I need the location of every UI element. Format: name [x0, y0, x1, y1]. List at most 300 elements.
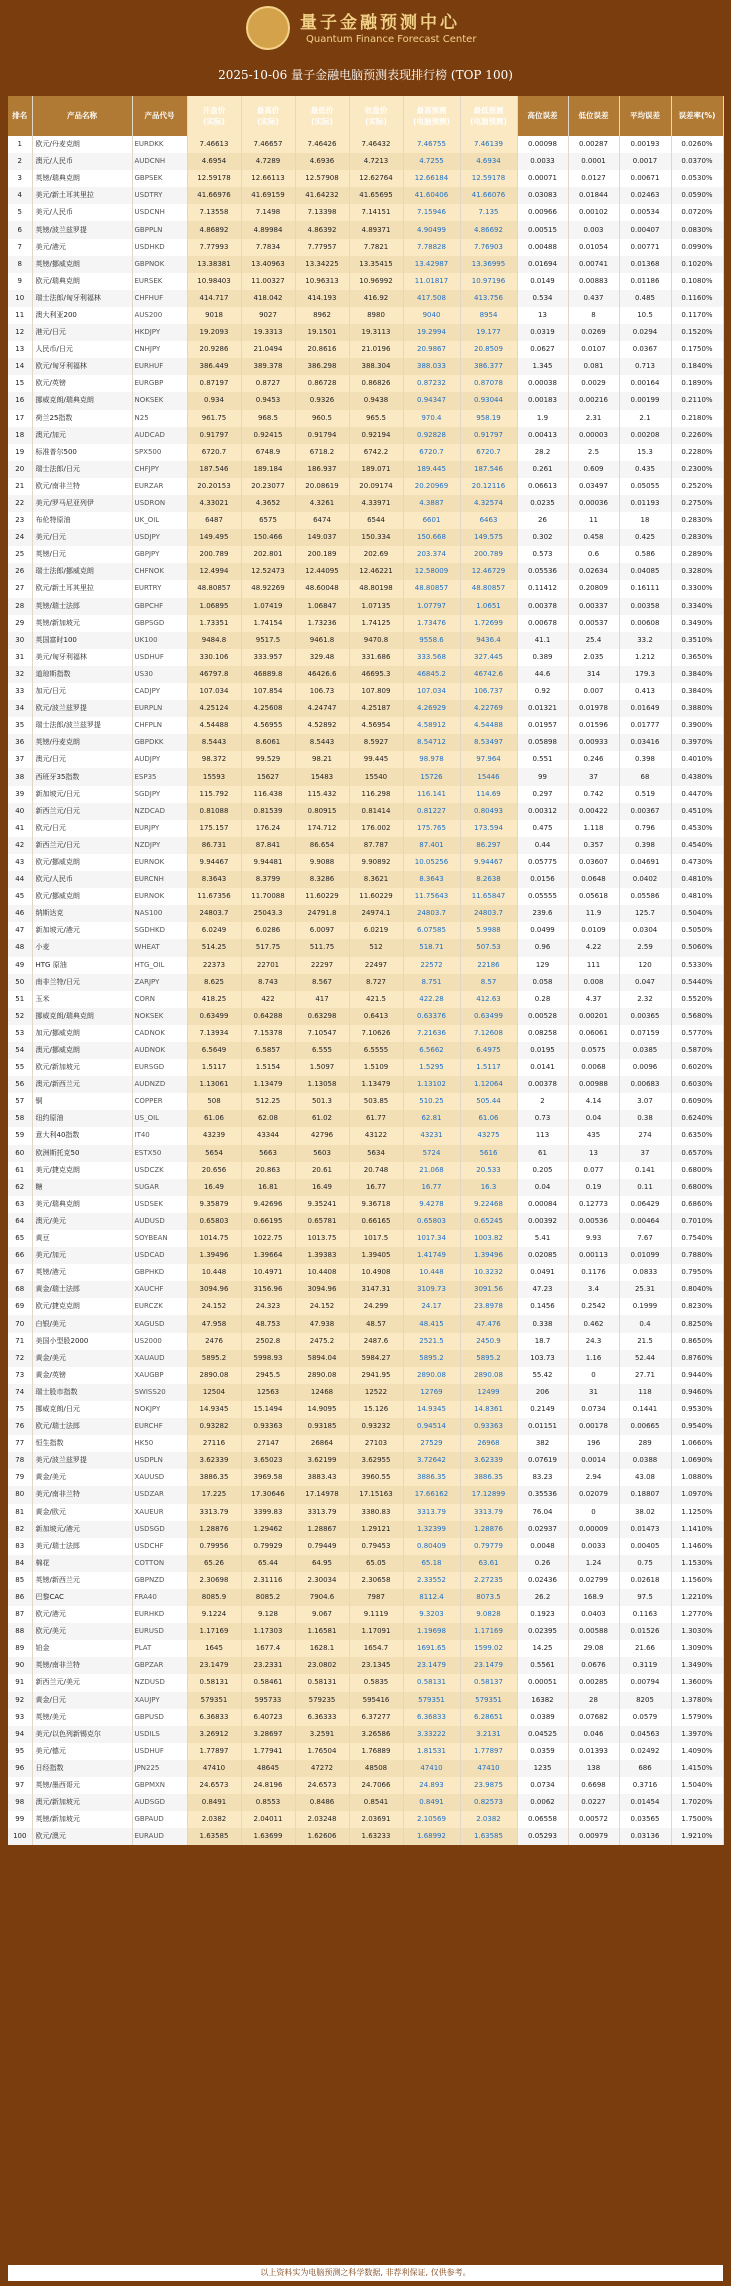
cell-err-rate: 1.4150% — [671, 1760, 723, 1777]
cell-err-rate: 0.1750% — [671, 341, 723, 358]
col-code: 产品代号 — [132, 96, 187, 136]
cell-err-rate: 0.1840% — [671, 358, 723, 375]
cell-low-err: 1.24 — [568, 1555, 619, 1572]
cell-avg-err: 0.04563 — [619, 1726, 671, 1743]
cell-high: 0.66195 — [241, 1213, 295, 1230]
cell-high-err: 0.0359 — [517, 1743, 568, 1760]
cell-close: 5634 — [349, 1145, 403, 1162]
cell-name: 西班牙35指数 — [32, 768, 132, 785]
cell-high-err: 0.02937 — [517, 1521, 568, 1538]
cell-name: 黄金/美元 — [32, 1469, 132, 1486]
cell-avg-err: 52.44 — [619, 1350, 671, 1367]
cell-name: 英国富时100 — [32, 632, 132, 649]
cell-low: 12.57908 — [295, 170, 349, 187]
cell-code: AUDJPY — [132, 751, 187, 768]
cell-code: EURNOK — [132, 888, 187, 905]
cell-low: 8.3286 — [295, 871, 349, 888]
cell-close: 595416 — [349, 1692, 403, 1709]
cell-err-rate: 0.5040% — [671, 905, 723, 922]
cell-name: 挪威克朗/瑞典克朗 — [32, 1008, 132, 1025]
cell-close: 416.92 — [349, 290, 403, 307]
cell-low-err: 9.93 — [568, 1230, 619, 1247]
cell-name: 澳元/人民币 — [32, 153, 132, 170]
cell-code: JPN225 — [132, 1760, 187, 1777]
cell-close: 12.62764 — [349, 170, 403, 187]
cell-low-err: 168.9 — [568, 1589, 619, 1606]
cell-high-err: 0.05775 — [517, 854, 568, 871]
cell-name: 英镑/墨西哥元 — [32, 1777, 132, 1794]
cell-name: 美元/匈牙利福林 — [32, 649, 132, 666]
cell-avg-err: 0.00193 — [619, 136, 671, 153]
table-row — [8, 1692, 723, 1709]
cell-pred-high: 0.8491 — [403, 1794, 460, 1811]
cell-low: 61.02 — [295, 1110, 349, 1127]
cell-pred-high: 4.58912 — [403, 717, 460, 734]
cell-open: 61.06 — [187, 1110, 241, 1127]
cell-pred-low: 12.59178 — [460, 170, 517, 187]
cell-pred-low: 23.8978 — [460, 1298, 517, 1315]
cell-high: 0.92415 — [241, 427, 295, 444]
cell-close: 0.93232 — [349, 1418, 403, 1435]
table-row — [8, 444, 723, 461]
cell-avg-err: 2.32 — [619, 991, 671, 1008]
cell-low-err: 0.02079 — [568, 1486, 619, 1503]
cell-open: 1.73351 — [187, 615, 241, 632]
cell-low-err: 138 — [568, 1760, 619, 1777]
cell-close: 27103 — [349, 1435, 403, 1452]
cell-avg-err: 21.5 — [619, 1333, 671, 1350]
cell-name: 荷兰25指数 — [32, 410, 132, 427]
cell-high-err: 14.25 — [517, 1640, 568, 1657]
cell-open: 24803.7 — [187, 905, 241, 922]
cell-low: 26864 — [295, 1435, 349, 1452]
cell-close: 8.5927 — [349, 734, 403, 751]
cell-code: WHEAT — [132, 939, 187, 956]
cell-high-err: 0.00378 — [517, 598, 568, 615]
cell-err-rate: 0.6570% — [671, 1145, 723, 1162]
cell-err-rate: 0.1890% — [671, 375, 723, 392]
cell-low-err: 31 — [568, 1384, 619, 1401]
cell-low-err: 0.00216 — [568, 392, 619, 409]
cell-code: EURDKK — [132, 136, 187, 153]
cell-close: 6.5555 — [349, 1042, 403, 1059]
cell-err-rate: 0.2750% — [671, 495, 723, 512]
cell-low: 47272 — [295, 1760, 349, 1777]
cell-close: 46695.3 — [349, 666, 403, 683]
cell-pred-high: 7.46755 — [403, 136, 460, 153]
cell-low-err: 3.4 — [568, 1281, 619, 1298]
cell-name: 欧元/捷克克朗 — [32, 1298, 132, 1315]
cell-name: 欧元/丹麦克朗 — [32, 136, 132, 153]
cell-code: SPX500 — [132, 444, 187, 461]
cell-pred-low: 3.2131 — [460, 1726, 517, 1743]
cell-pred-high: 107.034 — [403, 683, 460, 700]
cell-name: 挪威克朗/瑞典克朗 — [32, 392, 132, 409]
cell-pred-high: 17.66162 — [403, 1486, 460, 1503]
cell-avg-err: 0.141 — [619, 1162, 671, 1179]
table-row — [8, 1298, 723, 1315]
cell-avg-err: 0.00367 — [619, 803, 671, 820]
cell-err-rate: 0.6800% — [671, 1179, 723, 1196]
table-row — [8, 358, 723, 375]
cell-high-err: 113 — [517, 1127, 568, 1144]
table-row — [8, 1162, 723, 1179]
cell-low-err: 0.00113 — [568, 1247, 619, 1264]
cell-low: 501.3 — [295, 1093, 349, 1110]
cell-low-err: 0.0001 — [568, 153, 619, 170]
cell-pred-high: 9040 — [403, 307, 460, 324]
cell-high-err: 0.00528 — [517, 1008, 568, 1025]
cell-low-err: 0.0734 — [568, 1401, 619, 1418]
cell-err-rate: 0.7880% — [671, 1247, 723, 1264]
cell-pred-high: 6601 — [403, 512, 460, 529]
cell-low: 15483 — [295, 768, 349, 785]
cell-high-err: 0.05898 — [517, 734, 568, 751]
cell-open: 508 — [187, 1093, 241, 1110]
cell-low-err: 0.6 — [568, 546, 619, 563]
cell-pred-low: 1.5117 — [460, 1059, 517, 1076]
cell-pred-low: 26968 — [460, 1435, 517, 1452]
cell-pred-low: 9436.4 — [460, 632, 517, 649]
cell-low: 8.5443 — [295, 734, 349, 751]
cell-err-rate: 0.2110% — [671, 392, 723, 409]
cell-rank: 27 — [8, 580, 32, 597]
cell-code: USDCAD — [132, 1247, 187, 1264]
cell-high: 4.7289 — [241, 153, 295, 170]
cell-name: 欧元/瑞士法郎 — [32, 1418, 132, 1435]
cell-open: 19.2093 — [187, 324, 241, 341]
cell-close: 11.60229 — [349, 888, 403, 905]
cell-pred-low: 4.54488 — [460, 717, 517, 734]
cell-low-err: 0.1176 — [568, 1264, 619, 1281]
cell-open: 2890.08 — [187, 1367, 241, 1384]
cell-pred-high: 13.42987 — [403, 256, 460, 273]
cell-high-err: 0.03083 — [517, 187, 568, 204]
cell-low: 1.62606 — [295, 1828, 349, 1845]
cell-err-rate: 0.4730% — [671, 854, 723, 871]
cell-err-rate: 0.8650% — [671, 1333, 723, 1350]
cell-close: 61.77 — [349, 1110, 403, 1127]
cell-code: GBPSGD — [132, 615, 187, 632]
cell-name: 英镑/新加坡元 — [32, 1811, 132, 1828]
cell-rank: 49 — [8, 957, 32, 974]
cell-rank: 98 — [8, 1794, 32, 1811]
cell-high: 595733 — [241, 1692, 295, 1709]
cell-rank: 5 — [8, 204, 32, 221]
cell-code: CADNOK — [132, 1025, 187, 1042]
cell-pred-high: 417.508 — [403, 290, 460, 307]
cell-high: 20.863 — [241, 1162, 295, 1179]
cell-open: 4.54488 — [187, 717, 241, 734]
cell-avg-err: 0.4 — [619, 1315, 671, 1332]
cell-open: 200.789 — [187, 546, 241, 563]
cell-pred-low: 11.65847 — [460, 888, 517, 905]
cell-close: 1.39405 — [349, 1247, 403, 1264]
cell-avg-err: 27.71 — [619, 1367, 671, 1384]
table-row — [8, 1059, 723, 1076]
cell-err-rate: 0.0990% — [671, 239, 723, 256]
cell-low-err: 0.0029 — [568, 375, 619, 392]
cell-open: 3313.79 — [187, 1504, 241, 1521]
table-row — [8, 1726, 723, 1743]
cell-open: 3886.35 — [187, 1469, 241, 1486]
cell-rank: 24 — [8, 529, 32, 546]
cell-avg-err: 0.586 — [619, 546, 671, 563]
cell-avg-err: 0.02463 — [619, 187, 671, 204]
cell-open: 24.6573 — [187, 1777, 241, 1794]
cell-pred-high: 20.9867 — [403, 341, 460, 358]
table-row — [8, 957, 723, 974]
cell-pred-low: 13.36995 — [460, 256, 517, 273]
cell-pred-low: 12499 — [460, 1384, 517, 1401]
cell-err-rate: 0.5060% — [671, 939, 723, 956]
table-row — [8, 1042, 723, 1059]
cell-rank: 60 — [8, 1145, 32, 1162]
cell-err-rate: 0.2890% — [671, 546, 723, 563]
cell-low-err: 0.00036 — [568, 495, 619, 512]
cell-avg-err: 0.01099 — [619, 1247, 671, 1264]
cell-avg-err: 0.1163 — [619, 1606, 671, 1623]
cell-pred-low: 4.32574 — [460, 495, 517, 512]
cell-code: CORN — [132, 991, 187, 1008]
cell-high-err: 0.05536 — [517, 563, 568, 580]
cell-pred-low: 173.594 — [460, 820, 517, 837]
cell-pred-high: 0.94347 — [403, 392, 460, 409]
cell-high: 9.94481 — [241, 854, 295, 871]
cell-low: 579235 — [295, 1692, 349, 1709]
cell-avg-err: 289 — [619, 1435, 671, 1452]
table-row — [8, 341, 723, 358]
cell-pred-high: 1.19698 — [403, 1623, 460, 1640]
cell-pred-low: 0.63499 — [460, 1008, 517, 1025]
cell-open: 1.06895 — [187, 598, 241, 615]
cell-high-err: 0.06558 — [517, 1811, 568, 1828]
cell-low-err: 37 — [568, 768, 619, 785]
cell-name: 澳元/日元 — [32, 751, 132, 768]
cell-code: SUGAR — [132, 1179, 187, 1196]
cell-pred-high: 4.7255 — [403, 153, 460, 170]
cell-code: EURUSD — [132, 1623, 187, 1640]
cell-avg-err: 0.04691 — [619, 854, 671, 871]
cell-avg-err: 0.16111 — [619, 580, 671, 597]
cell-pred-low: 47.476 — [460, 1315, 517, 1332]
cell-rank: 54 — [8, 1042, 32, 1059]
cell-close: 3.26586 — [349, 1726, 403, 1743]
cell-high: 1.39664 — [241, 1247, 295, 1264]
cell-code: GBPZAR — [132, 1657, 187, 1674]
cell-code: HKDJPY — [132, 324, 187, 341]
cell-open: 330.106 — [187, 649, 241, 666]
cell-close: 9470.8 — [349, 632, 403, 649]
cell-pred-high: 20.20969 — [403, 478, 460, 495]
cell-low-err: 0.01978 — [568, 700, 619, 717]
table-row — [8, 991, 723, 1008]
cell-open: 1.5117 — [187, 1059, 241, 1076]
cell-high: 4.89984 — [241, 221, 295, 238]
cell-avg-err: 21.66 — [619, 1640, 671, 1657]
cell-avg-err: 15.3 — [619, 444, 671, 461]
cell-high-err: 0.00038 — [517, 375, 568, 392]
cell-low-err: 1.16 — [568, 1350, 619, 1367]
cell-low: 14.9095 — [295, 1401, 349, 1418]
cell-close: 12522 — [349, 1384, 403, 1401]
cell-high-err: 0.0195 — [517, 1042, 568, 1059]
cell-rank: 21 — [8, 478, 32, 495]
cell-err-rate: 1.3090% — [671, 1640, 723, 1657]
cell-high: 9027 — [241, 307, 295, 324]
cell-pred-low: 6720.7 — [460, 444, 517, 461]
cell-high: 48.92269 — [241, 580, 295, 597]
cell-avg-err: 0.01368 — [619, 256, 671, 273]
cell-code: ZARJPY — [132, 974, 187, 991]
cell-high: 8.3799 — [241, 871, 295, 888]
cell-avg-err: 0.1999 — [619, 1298, 671, 1315]
table-row — [8, 256, 723, 273]
cell-avg-err: 0.0388 — [619, 1452, 671, 1469]
cell-open: 20.656 — [187, 1162, 241, 1179]
cell-name: 新加坡元/港元 — [32, 1521, 132, 1538]
cell-err-rate: 0.4810% — [671, 888, 723, 905]
cell-name: 欧元/南非兰特 — [32, 478, 132, 495]
cell-open: 48.80857 — [187, 580, 241, 597]
cell-avg-err: 37 — [619, 1145, 671, 1162]
cell-avg-err: 0.01526 — [619, 1623, 671, 1640]
cell-pred-low: 8.53497 — [460, 734, 517, 751]
cell-err-rate: 0.2280% — [671, 444, 723, 461]
table-row — [8, 1025, 723, 1042]
cell-high: 0.93363 — [241, 1418, 295, 1435]
cell-err-rate: 0.9460% — [671, 1384, 723, 1401]
cell-low-err: 0.077 — [568, 1162, 619, 1179]
cell-pred-high: 0.65803 — [403, 1213, 460, 1230]
cell-pred-high: 518.71 — [403, 939, 460, 956]
cell-high: 27147 — [241, 1435, 295, 1452]
cell-pred-low: 6.28651 — [460, 1709, 517, 1726]
cell-rank: 9 — [8, 273, 32, 290]
cell-close: 1017.5 — [349, 1230, 403, 1247]
cell-name: 铂金 — [32, 1640, 132, 1657]
cell-rank: 66 — [8, 1247, 32, 1264]
cell-low-err: 0.00287 — [568, 136, 619, 153]
cell-code: AUDSGD — [132, 1794, 187, 1811]
cell-open: 0.63499 — [187, 1008, 241, 1025]
cell-code: USDJPY — [132, 529, 187, 546]
cell-close: 43122 — [349, 1127, 403, 1144]
cell-rank: 48 — [8, 939, 32, 956]
cell-code: EURHKD — [132, 1606, 187, 1623]
cell-close: 0.6413 — [349, 1008, 403, 1025]
cell-err-rate: 1.3030% — [671, 1623, 723, 1640]
cell-open: 5654 — [187, 1145, 241, 1162]
cell-name: 糖 — [32, 1179, 132, 1196]
cell-err-rate: 0.5440% — [671, 974, 723, 991]
cell-low: 1.76504 — [295, 1743, 349, 1760]
cell-name: 新西兰元/日元 — [32, 803, 132, 820]
cell-pred-high: 6.36833 — [403, 1709, 460, 1726]
cell-open: 0.87197 — [187, 375, 241, 392]
cell-code: AUDNZD — [132, 1076, 187, 1093]
cell-close: 150.334 — [349, 529, 403, 546]
cell-high: 6.40723 — [241, 1709, 295, 1726]
cell-high-err: 0.1923 — [517, 1606, 568, 1623]
cell-low-err: 0.01393 — [568, 1743, 619, 1760]
cell-pred-low: 8954 — [460, 307, 517, 324]
cell-high: 150.466 — [241, 529, 295, 546]
cell-pred-high: 2.33552 — [403, 1572, 460, 1589]
cell-low-err: 0.0575 — [568, 1042, 619, 1059]
cell-high-err: 0.08258 — [517, 1025, 568, 1042]
cell-pred-low: 46742.6 — [460, 666, 517, 683]
cell-pred-high: 3313.79 — [403, 1504, 460, 1521]
cell-pred-low: 3.62339 — [460, 1452, 517, 1469]
cell-low-err: 0.01596 — [568, 717, 619, 734]
cell-high-err: 0.35536 — [517, 1486, 568, 1503]
cell-high: 13.40963 — [241, 256, 295, 273]
cell-low-err: 0.01844 — [568, 187, 619, 204]
cell-pred-high: 579351 — [403, 1692, 460, 1709]
cell-close: 0.5835 — [349, 1674, 403, 1691]
cell-name: 标准普尔500 — [32, 444, 132, 461]
cell-avg-err: 0.05055 — [619, 478, 671, 495]
cell-avg-err: 18 — [619, 512, 671, 529]
cell-name: 瑞士法郎/挪威克朗 — [32, 563, 132, 580]
cell-high: 6.0286 — [241, 922, 295, 939]
cell-err-rate: 0.3490% — [671, 615, 723, 632]
cell-pred-low: 24803.7 — [460, 905, 517, 922]
cell-rank: 4 — [8, 187, 32, 204]
cell-name: 加元/日元 — [32, 683, 132, 700]
cell-name: 英镑/瑞典克朗 — [32, 170, 132, 187]
cell-name: 欧元/港元 — [32, 1606, 132, 1623]
cell-rank: 91 — [8, 1674, 32, 1691]
cell-rank: 31 — [8, 649, 32, 666]
cell-high: 2945.5 — [241, 1367, 295, 1384]
cell-open: 3.26912 — [187, 1726, 241, 1743]
cell-code: USDCNH — [132, 204, 187, 221]
cell-pred-low: 0.87078 — [460, 375, 517, 392]
cell-rank: 29 — [8, 615, 32, 632]
cell-low-err: 0.0648 — [568, 871, 619, 888]
cell-high: 7.1498 — [241, 204, 295, 221]
col-low: 最低价 (实际) — [295, 96, 349, 136]
cell-code: IT40 — [132, 1127, 187, 1144]
cell-pred-high: 3.33222 — [403, 1726, 460, 1743]
cell-high: 389.378 — [241, 358, 295, 375]
cell-high: 4.56955 — [241, 717, 295, 734]
cell-pred-low: 86.297 — [460, 837, 517, 854]
cell-err-rate: 0.9440% — [671, 1367, 723, 1384]
cell-open: 0.65803 — [187, 1213, 241, 1230]
cell-close: 4.33971 — [349, 495, 403, 512]
cell-high: 17.30646 — [241, 1486, 295, 1503]
cell-avg-err: 0.398 — [619, 751, 671, 768]
cell-avg-err: 0.03416 — [619, 734, 671, 751]
cell-open: 2476 — [187, 1333, 241, 1350]
cell-rank: 1 — [8, 136, 32, 153]
cell-high: 1677.4 — [241, 1640, 295, 1657]
cell-pred-high: 333.568 — [403, 649, 460, 666]
cell-high-err: 0.05555 — [517, 888, 568, 905]
cell-low-err: 0.0227 — [568, 1794, 619, 1811]
cell-rank: 45 — [8, 888, 32, 905]
cell-high: 6.5857 — [241, 1042, 295, 1059]
cell-pred-high: 8.3643 — [403, 871, 460, 888]
col-pred-high: 最高预测 (电脑预测) — [403, 96, 460, 136]
cell-code: CHFPLN — [132, 717, 187, 734]
cell-pred-low: 1.63585 — [460, 1828, 517, 1845]
cell-rank: 88 — [8, 1623, 32, 1640]
cell-close: 12.46221 — [349, 563, 403, 580]
